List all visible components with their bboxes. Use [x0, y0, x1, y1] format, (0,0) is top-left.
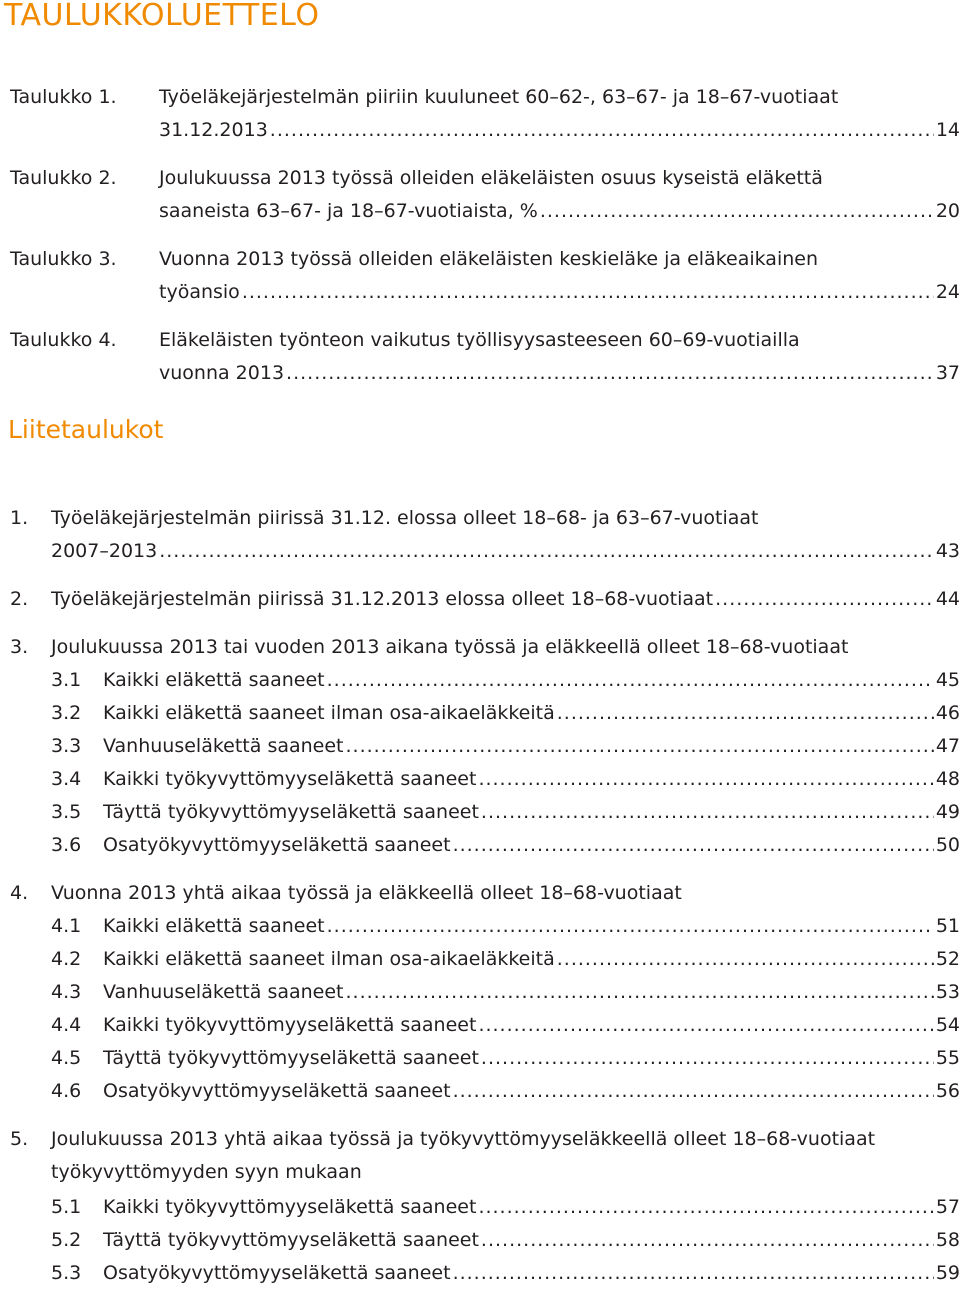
page-number: 53: [935, 981, 960, 1003]
table-title-line2: vuonna 2013: [159, 362, 285, 384]
subitem-title: Kaikki työkyvyttömyyseläkettä saaneet: [103, 768, 477, 790]
subitem-number-wrap: [51, 664, 99, 696]
table-label: Taulukko 2.: [10, 167, 117, 189]
subitem-title: Osatyökyvyttömyyseläkettä saaneet: [103, 1262, 451, 1284]
page-number: 24: [935, 281, 960, 303]
appendix-number: 4.: [10, 882, 29, 904]
page-number: 45: [935, 669, 960, 691]
dot-leader: [715, 583, 934, 615]
subitem-number: 5.3: [51, 1262, 82, 1284]
page-number: 56: [935, 1080, 960, 1102]
dot-leader: [478, 763, 933, 795]
table-title-line1: Työeläkejärjestelmän piiriin kuuluneet 60–62-, 63–67- ja 18–67-vuotiaat: [159, 86, 839, 108]
subitem-title: Täyttä työkyvyttömyyseläkettä saaneet: [103, 1229, 479, 1251]
page-number: 44: [935, 588, 960, 610]
table-entry-4[interactable]: [0, 324, 960, 356]
appendix-entry-5: [0, 1123, 960, 1155]
appendix-subitem-5-3[interactable]: [103, 1257, 960, 1289]
subitem-number-wrap: [51, 1075, 99, 1107]
appendix-subitem-4-5[interactable]: [103, 1042, 960, 1074]
subitem-number: 4.6: [51, 1080, 82, 1102]
subitem-number: 3.3: [51, 735, 82, 757]
appendix-subitem-3-5[interactable]: [103, 796, 960, 828]
dot-leader: [242, 276, 934, 308]
page-number: 46: [935, 702, 960, 724]
subitem-title: Kaikki eläkettä saaneet ilman osa-aikaeläkkeitä: [103, 702, 555, 724]
subitem-number: 4.4: [51, 1014, 82, 1036]
subitem-number: 3.6: [51, 834, 82, 856]
subitem-number: 3.4: [51, 768, 82, 790]
dot-leader: [557, 697, 934, 729]
dot-leader: [327, 910, 934, 942]
appendix-subitem-5-2[interactable]: [103, 1224, 960, 1256]
dot-leader: [478, 1191, 933, 1223]
subitem-number-wrap: [51, 1042, 99, 1074]
page-number: 47: [935, 735, 960, 757]
subitem-title: Vanhuuseläkettä saaneet: [103, 735, 344, 757]
appendix-entry-1-line2[interactable]: [51, 535, 960, 567]
appendix-number: 1.: [10, 507, 29, 529]
page-number: 55: [935, 1047, 960, 1069]
page-number: 37: [935, 362, 960, 384]
page-number: 51: [935, 915, 960, 937]
appendix-title-line1: Joulukuussa 2013 yhtä aikaa työssä ja työkyvyttömyyseläkkeellä olleet 18–68-vuotiaat: [51, 1128, 876, 1150]
appendix-title-line2: työkyvyttömyyden syyn mukaan: [51, 1161, 362, 1183]
subitem-number: 3.5: [51, 801, 82, 823]
table-title-line2: työansio: [159, 281, 240, 303]
appendix-entry-5-line2: [51, 1156, 960, 1188]
dot-leader: [481, 1042, 934, 1074]
subitem-number-wrap: [51, 730, 99, 762]
appendix-subitem-3-6[interactable]: [103, 829, 960, 861]
dot-leader: [453, 1075, 934, 1107]
appendix-subitem-3-4[interactable]: [103, 763, 960, 795]
appendix-subitem-4-6[interactable]: [103, 1075, 960, 1107]
table-label: Taulukko 4.: [10, 329, 117, 351]
appendix-title-line2: 2007–2013: [51, 540, 158, 562]
appendix-entry-4: [0, 877, 960, 909]
page-number: 50: [935, 834, 960, 856]
subitem-number-wrap: [51, 763, 99, 795]
subitem-number-wrap: [51, 829, 99, 861]
subitem-title: Osatyökyvyttömyyseläkettä saaneet: [103, 1080, 451, 1102]
subitem-title: Täyttä työkyvyttömyyseläkettä saaneet: [103, 801, 479, 823]
appendix-title-line1: Työeläkejärjestelmän piirissä 31.12.2013 elossa olleet 18–68-vuotiaat: [51, 588, 714, 610]
dot-leader: [481, 1224, 934, 1256]
page-number: 20: [935, 200, 960, 222]
dot-leader: [327, 664, 934, 696]
subitem-number: 5.2: [51, 1229, 82, 1251]
appendix-number: 5.: [10, 1128, 29, 1150]
appendix-entry-3: [0, 631, 960, 663]
page-number: 14: [935, 119, 960, 141]
table-entry-4-line2[interactable]: [159, 357, 960, 389]
subitem-number: 3.1: [51, 669, 82, 691]
table-title-line1: Eläkeläisten työnteon vaikutus työllisyysasteeseen 60–69-vuotiailla: [159, 329, 800, 351]
dot-leader: [481, 796, 934, 828]
appendix-title-line1: Työeläkejärjestelmän piirissä 31.12. elossa olleet 18–68- ja 63–67-vuotiaat: [51, 507, 759, 529]
appendix-subitem-4-4[interactable]: [103, 1009, 960, 1041]
page-number: 52: [935, 948, 960, 970]
subitem-number-wrap: [51, 1257, 99, 1289]
subitem-title: Kaikki eläkettä saaneet ilman osa-aikaeläkkeitä: [103, 948, 555, 970]
dot-leader: [159, 535, 934, 567]
subitem-number-wrap: [51, 976, 99, 1008]
subitem-number: 5.1: [51, 1196, 82, 1218]
page-number: 54: [935, 1014, 960, 1036]
table-title-line2: saaneista 63–67- ja 18–67-vuotiaista, %: [159, 200, 538, 222]
subitem-title: Osatyökyvyttömyyseläkettä saaneet: [103, 834, 451, 856]
table-label: Taulukko 3.: [10, 248, 117, 270]
table-title-line1: Joulukuussa 2013 työssä olleiden eläkeläisten osuus kyseistä eläkettä: [159, 167, 823, 189]
dot-leader: [453, 829, 934, 861]
subitem-title: Kaikki työkyvyttömyyseläkettä saaneet: [103, 1196, 477, 1218]
subitem-number: 4.2: [51, 948, 82, 970]
table-title-line2: 31.12.2013: [159, 119, 268, 141]
appendix-entry-2-number: [10, 583, 42, 615]
table-entry-1[interactable]: [0, 81, 960, 113]
table-entry-2-line2[interactable]: [159, 195, 960, 227]
page-title: TAULUKKOLUETTELO: [4, 0, 320, 33]
appendix-subitem-3-3[interactable]: [103, 730, 960, 762]
appendix-subitem-3-2[interactable]: [103, 697, 960, 729]
appendix-number: 3.: [10, 636, 29, 658]
appendix-title-line1: Joulukuussa 2013 tai vuoden 2013 aikana työssä ja eläkkeellä olleet 18–68-vuotiaat: [51, 636, 849, 658]
subitem-number-wrap: [51, 910, 99, 942]
dot-leader: [346, 730, 934, 762]
subitem-number-wrap: [51, 1224, 99, 1256]
page-number: 48: [935, 768, 960, 790]
appendix-entry-2[interactable]: [51, 583, 960, 615]
subitem-number-wrap: [51, 943, 99, 975]
subitem-title: Kaikki eläkettä saaneet: [103, 915, 325, 937]
subitem-number-wrap: [51, 796, 99, 828]
dot-leader: [286, 357, 934, 389]
page-number: 58: [935, 1229, 960, 1251]
appendix-subitem-3-1[interactable]: [103, 664, 960, 696]
table-entry-2[interactable]: [0, 162, 960, 194]
subitem-number-wrap: [51, 697, 99, 729]
subitem-title: Täyttä työkyvyttömyyseläkettä saaneet: [103, 1047, 479, 1069]
table-entry-3-line2[interactable]: [159, 276, 960, 308]
page-number: 49: [935, 801, 960, 823]
appendix-subitem-4-2[interactable]: [103, 943, 960, 975]
appendix-heading: Liitetaulukot: [8, 415, 164, 444]
dot-leader: [453, 1257, 934, 1289]
table-entry-3[interactable]: [0, 243, 960, 275]
table-title-line1: Vuonna 2013 työssä olleiden eläkeläisten keskieläke ja eläkeaikainen: [159, 248, 818, 270]
subitem-number: 4.3: [51, 981, 82, 1003]
dot-leader: [557, 943, 934, 975]
page-number: 43: [935, 540, 960, 562]
subitem-number-wrap: [51, 1009, 99, 1041]
appendix-entry-1[interactable]: [0, 502, 960, 534]
subitem-number-wrap: [51, 1191, 99, 1223]
dot-leader: [478, 1009, 933, 1041]
subitem-number: 4.1: [51, 915, 82, 937]
subitem-title: Kaikki työkyvyttömyyseläkettä saaneet: [103, 1014, 477, 1036]
dot-leader: [346, 976, 934, 1008]
dot-leader: [540, 195, 934, 227]
appendix-title-line1: Vuonna 2013 yhtä aikaa työssä ja eläkkeellä olleet 18–68-vuotiaat: [51, 882, 682, 904]
table-label: Taulukko 1.: [10, 86, 117, 108]
subitem-title: Kaikki eläkettä saaneet: [103, 669, 325, 691]
appendix-subitem-4-3[interactable]: [103, 976, 960, 1008]
page-number: 59: [935, 1262, 960, 1284]
appendix-subitem-5-1[interactable]: [103, 1191, 960, 1223]
subitem-title: Vanhuuseläkettä saaneet: [103, 981, 344, 1003]
page-number: 57: [935, 1196, 960, 1218]
subitem-number: 3.2: [51, 702, 82, 724]
appendix-number: 2.: [10, 588, 29, 610]
table-entry-1-line2[interactable]: [159, 114, 960, 146]
subitem-number: 4.5: [51, 1047, 82, 1069]
appendix-subitem-4-1[interactable]: [103, 910, 960, 942]
dot-leader: [270, 114, 934, 146]
